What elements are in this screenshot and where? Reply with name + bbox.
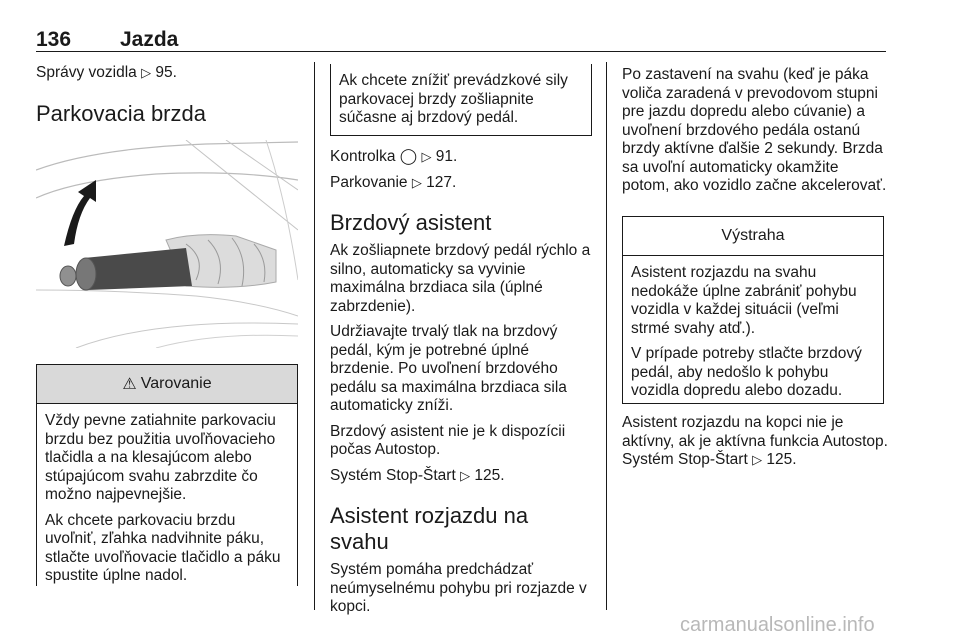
autostop-ref[interactable]: 125.	[766, 451, 797, 468]
parkovanie-ref[interactable]: 127.	[426, 173, 457, 191]
page-number: 136	[36, 28, 72, 51]
note-box	[330, 64, 592, 136]
column-1	[36, 64, 298, 133]
parking-brake-lever-icon	[36, 140, 298, 348]
note-text: Ak chcete znížiť prevádzkové sily parkovacej brzdy zošliapnite súčasne aj brzdový pedál.	[339, 72, 568, 126]
brake-assist-text-2: Udržiavajte trvalý tlak na brzdový pedál, kým je potrebné úplné brzdenie. Po uvoľnení brzdového pedálu sa maximálna brzdiaca sila automaticky zníži.	[330, 323, 567, 414]
warning-text-2: Ak chcete parkovaciu brzdu uvoľniť, zľahka nadvihnite páku, stlačte uvoľňovacie tlačidlo a páku spustite úplne nadol.	[45, 511, 281, 584]
column-3	[622, 66, 888, 203]
caution-title: Výstraha	[721, 227, 785, 244]
hill-assist-text-1: Systém pomáha predchádzať neúmyselnému pohybu pri rozjazde v kopci.	[330, 561, 587, 615]
column-divider-left	[314, 62, 315, 610]
column-2	[330, 148, 592, 624]
warning-text-1: Vždy pevne zatiahnite parkovaciu brzdu bez použitia uvoľňovacieho tlačidla a na klesajúcom alebo stúpajúcom svahu zabrzdite čo možno najpevnejšie.	[45, 412, 276, 503]
caution-text-1: Asistent rozjazdu na svahu nedokáže úplne zabrániť pohybu vozidla v každej situácii (veľmi strmé svahy atď.).	[631, 264, 857, 337]
section-title-parking-brake: Parkovacia brzda	[36, 100, 206, 126]
column-3-bottom	[622, 414, 888, 477]
caution-box-header	[623, 217, 883, 256]
chapter-title: Jazda	[120, 28, 179, 51]
page-header	[36, 22, 886, 50]
brake-assist-text-3: Brzdový asistent nie je k dispozícii počas Autostop.	[330, 422, 566, 458]
section-title-hill-start-assist: Asistent rozjazdu na svahu	[330, 503, 529, 554]
intro-ref[interactable]: 95.	[155, 64, 177, 81]
header-rule	[36, 51, 886, 52]
stopstart-ref[interactable]: 125.	[474, 466, 505, 484]
caution-body	[623, 256, 883, 401]
parkovanie-line: Parkovanie ▷ 127.	[330, 173, 457, 191]
watermark: carmanualsonline.info	[680, 614, 875, 636]
note-body	[331, 64, 591, 128]
kontrolka-ref[interactable]: 91.	[435, 148, 458, 165]
autostop-line: Asistent rozjazdu na kopci nie je aktívny, ak je aktívna funkcia Autostop. Systém Stop-Štart ▷ 125.	[622, 414, 888, 468]
stopstart-line: Systém Stop-Štart ▷ 125.	[330, 466, 505, 484]
warning-triangle-icon: ⚠	[122, 376, 137, 393]
warning-box	[36, 364, 298, 586]
warning-body	[37, 404, 297, 586]
brake-warning-lamp-icon: ◯	[399, 148, 418, 165]
column-divider-right	[606, 62, 607, 610]
page-ref-arrow-icon: ▷	[141, 65, 152, 80]
parking-brake-illustration	[36, 140, 298, 348]
caution-text-2: V prípade potreby stlačte brzdový pedál, aby nedošlo k pohybu vozidla dopredu alebo dozadu.	[631, 345, 862, 399]
page-ref-arrow-icon: ▷	[752, 452, 763, 467]
kontrolka-line: Kontrolka ◯ ▷ 91.	[330, 148, 458, 165]
intro-line: Správy vozidla ▷ 95.	[36, 64, 177, 81]
hill-stop-text: Po zastavení na svahu (keď je páka voliča zaradená v prevodovom stupni pre jazdu dopredu alebo cúvanie) a uvoľnení brzdového pedála ostanú brzdy aktívne ďalšie 2 sekundy. Brzda sa uvoľní automaticky okamžite potom, ako vozidlo začne akcelerovať.	[622, 66, 887, 194]
page-ref-arrow-icon: ▷	[421, 149, 432, 164]
brake-assist-text-1: Ak zošliapnete brzdový pedál rýchlo a silno, automaticky sa vyvinie maximálna brzdiaca sila (úplné zabrzdenie).	[330, 242, 591, 315]
section-title-brake-assist: Brzdový asistent	[330, 210, 492, 235]
caution-box	[622, 216, 884, 404]
warning-box-header	[37, 365, 297, 404]
warning-title: Varovanie	[140, 375, 212, 392]
page-ref-arrow-icon: ▷	[411, 174, 422, 190]
page-ref-arrow-icon: ▷	[460, 467, 471, 483]
